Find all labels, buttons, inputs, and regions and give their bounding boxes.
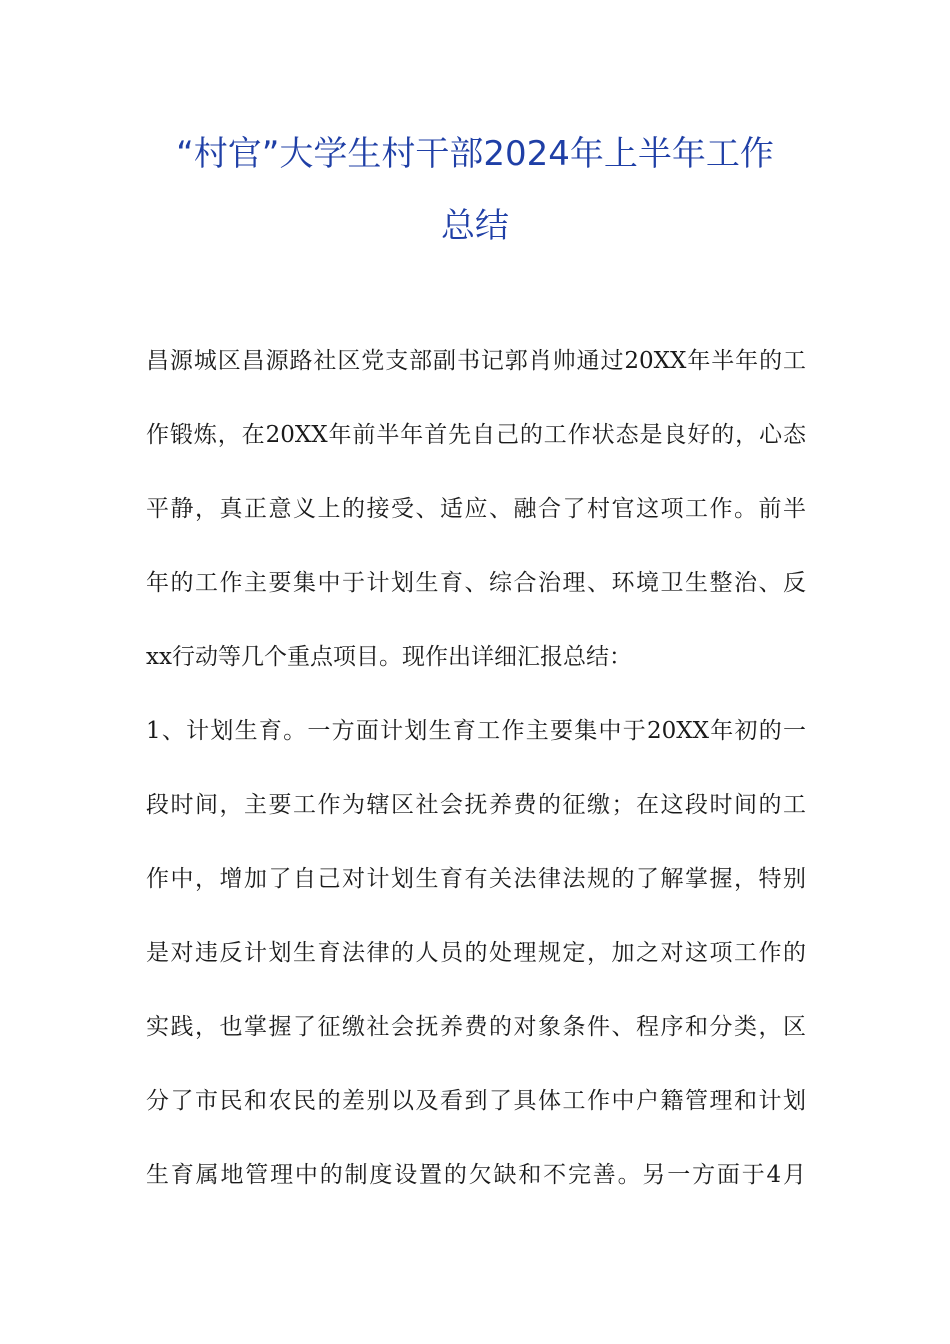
body-line: 分了市民和农民的差别以及看到了具体工作中户籍管理和计划 [146,1088,806,1114]
body-line: xx行动等几个重点项目。现作出详细汇报总结： [146,644,632,670]
body-line: 昌源城区昌源路社区党支部副书记郭肖帅通过20XX年半年的工 [146,348,806,374]
body-line: 1、计划生育。一方面计划生育工作主要集中于20XX年初的一 [146,718,806,744]
body-line: 是对违反计划生育法律的人员的处理规定，加之对这项工作的 [146,940,806,966]
body-line: 段时间，主要工作为辖区社会抚养费的征缴；在这段时间的工 [146,792,806,818]
body-line: 平静，真正意义上的接受、适应、融合了村官这项工作。前半 [146,496,806,522]
body-line: 年的工作主要集中于计划生育、综合治理、环境卫生整治、反 [146,570,806,596]
body-line: 作锻炼，在20XX年前半年首先自己的工作状态是良好的，心态 [146,422,806,448]
body-line: 作中，增加了自己对计划生育有关法律法规的了解掌握，特别 [146,866,806,892]
document-title-line-1: “村官”大学生村干部2024年上半年工作 [176,134,774,174]
document-title-line-2: 总结 [441,206,509,246]
body-line: 实践，也掌握了征缴社会抚养费的对象条件、程序和分类，区 [146,1014,806,1040]
body-line: 生育属地管理中的制度设置的欠缺和不完善。另一方面于4月 [146,1162,806,1188]
